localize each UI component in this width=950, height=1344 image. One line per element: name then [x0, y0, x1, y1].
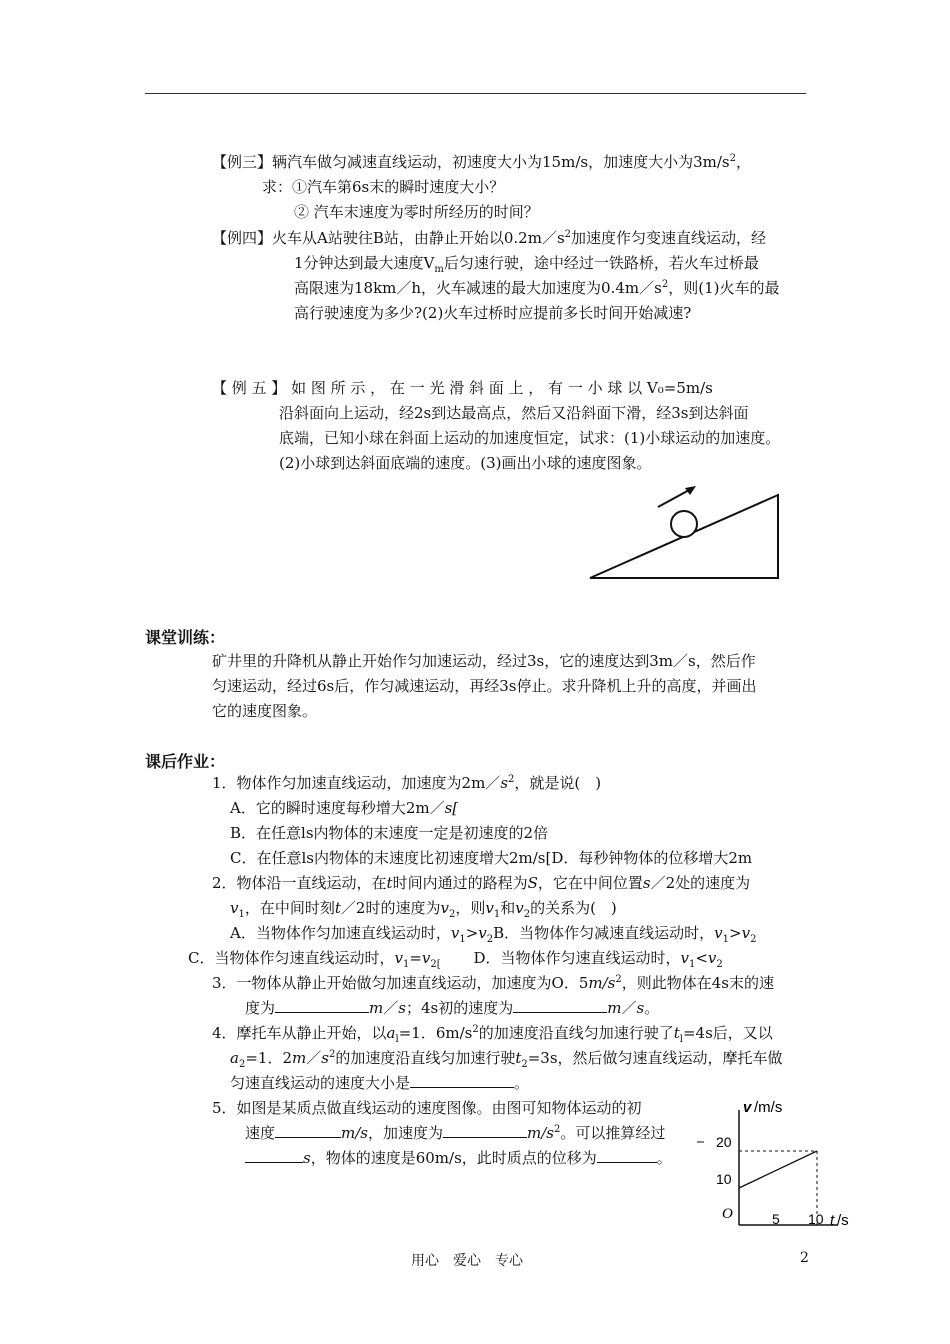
subscript: m [434, 264, 444, 275]
subscript: 2 [448, 909, 456, 920]
homework-q4-line-3 [230, 1073, 529, 1093]
subscript: 2 [750, 934, 757, 945]
homework-q2-line-1 [212, 873, 750, 893]
text-span: S [527, 874, 538, 892]
text-span: s [321, 1049, 329, 1067]
example-5-line-3: 底端，已知小球在斜面上运动的加速度恒定，试求：(1)小球运动的加速度。 [279, 429, 781, 447]
text-span: ，物体的速度是60m/s，此时质点的位移为 [310, 1149, 597, 1167]
text-span: 的加速度沿直线匀加速行驶了 [478, 1024, 674, 1042]
text-span: =1．2 [245, 1049, 292, 1067]
homework-q2-option-cd [188, 948, 723, 968]
subscript: 1 [402, 959, 410, 970]
subscript: 2 [523, 909, 531, 920]
example-3-line-1 [212, 152, 751, 172]
text-span: s [500, 774, 509, 792]
text-span: B．当物体作匀减速直线运动时， [493, 924, 715, 942]
velocity-arrow [658, 489, 691, 507]
example-3-question-1: 求：①汽车第6s末的瞬时速度大小？ [262, 178, 505, 196]
example-4-line-2 [294, 253, 759, 273]
superscript: 2 [472, 1024, 479, 1035]
homework-heading: 课后作业： [145, 752, 226, 771]
subscript: 2 [486, 934, 494, 945]
y-tick-label-20: 20 [716, 1134, 732, 1150]
text-span: s [636, 999, 645, 1017]
homework-q5-line-1: 5．如图是某质点做直线运动的速度图像。由图可知物体运动的初 [212, 1099, 642, 1117]
text-span: v [450, 924, 460, 942]
text-span: 和 [500, 899, 516, 917]
training-line-1: 矿井里的升降机从静止开始作匀加速运动，经过3s，它的速度达到3m／s，然后作 [212, 652, 756, 670]
example-3-question-2: ② 汽车末速度为零时所经历的时间？ [294, 203, 539, 221]
text-span: ／ [621, 999, 637, 1017]
text-span: v [478, 924, 487, 942]
text-span: ／ [383, 999, 399, 1017]
answer-blank[interactable] [597, 1148, 657, 1163]
y-axis-label-v: v [743, 1099, 752, 1116]
homework-q2-option-ab [230, 923, 756, 943]
text-span: > [729, 924, 742, 942]
text-span: 1．物体作匀加速直线运动，加速度为2m／ [212, 774, 501, 792]
homework-q4-line-1 [212, 1023, 773, 1043]
text-span: v [714, 924, 723, 942]
text-span: m/s [527, 1124, 554, 1142]
superscript: 2 [729, 153, 736, 164]
subscript: 2 [238, 1059, 246, 1070]
text-span: v [394, 949, 403, 967]
text-span: ，则(1)火车的最 [668, 279, 780, 297]
text-span: 。 [644, 999, 660, 1017]
text-span: 的加速度沿直线匀加速行驶 [335, 1049, 516, 1067]
text-span: m [369, 999, 384, 1017]
text-span: ；4s初的速度为 [405, 999, 514, 1017]
text-span: ，则此物体在4s末的速 [621, 974, 774, 992]
text-span: =3s，然后做匀速直线运动，摩托车做 [527, 1049, 783, 1067]
homework-q4-line-2 [230, 1048, 783, 1068]
superscript: 2 [328, 1049, 336, 1060]
text-span: t [386, 874, 393, 892]
subscript: l [395, 1034, 399, 1045]
text-span: 4．摩托车从静止开始，以 [212, 1024, 387, 1042]
text-span: =4s后，又以 [682, 1024, 773, 1042]
homework-q2-line-2 [230, 898, 617, 918]
example-4-line-1 [212, 228, 766, 248]
velocity-line [739, 1151, 817, 1188]
text-span: s [398, 999, 406, 1017]
training-line-2: 匀速运动，经过6s后，作匀减速运动，再经3s停止。求升降机上升的高度，并画出 [212, 677, 757, 695]
answer-blank[interactable] [513, 998, 607, 1013]
text-span: 3．一物体从静止开始做匀加速直线运动，加速度为O．5 [212, 974, 589, 992]
text-span: v [230, 899, 239, 917]
homework-q1-option-cd: C．在任意ls内物体的末速度比初速度增大2m/s[D．每秒钟物体的位移增大2m [230, 849, 753, 867]
text-span: ，它在中间位置 [537, 874, 643, 892]
footer-center: 用心 爱心 专心 [411, 1253, 523, 1269]
text-span: > [465, 924, 479, 942]
subscript: l [679, 1034, 683, 1045]
text-span: 。可以推算经过 [560, 1124, 666, 1142]
example-4-label: 【例四】 [212, 229, 273, 247]
text-span: 加速度作匀变速直线运动，经 [571, 229, 767, 247]
incline-diagram [585, 480, 785, 585]
text-span: ／2时的速度为 [340, 899, 441, 917]
text-span: 匀速直线运动的速度大小是 [230, 1074, 411, 1092]
text-span: ，就是说( ) [514, 774, 602, 792]
example-4-line-4: 高行驶速度为多少?(2)火车过桥时应提前多长时间开始减速? [294, 304, 692, 322]
text-span: 速度 [245, 1124, 276, 1142]
punctuation: ， [735, 153, 751, 171]
y-axis-label-unit: /m/s [754, 1099, 783, 1116]
x-axis-label-unit: /s [837, 1212, 849, 1229]
subscript: 1 [688, 959, 696, 970]
text-span: s [642, 874, 651, 892]
example-4-line-3 [294, 278, 779, 298]
text-span: ／ [306, 1049, 322, 1067]
ball [671, 511, 697, 537]
y-tick-label-10: 10 [716, 1171, 732, 1187]
subscript: 2 [521, 1059, 528, 1070]
text-span: 。 [656, 1149, 672, 1167]
text-span: C．当物体作匀速直线运动时， [188, 949, 395, 967]
example-3-label: 【例三】 [212, 153, 273, 171]
text-span: v [515, 899, 524, 917]
homework-q5-line-2 [245, 1123, 665, 1143]
subscript: 2[ [430, 959, 441, 970]
text-span: D．当物体作匀速直线运动时， [473, 949, 681, 967]
footer-page-number: 2 [800, 1250, 809, 1266]
superscript: 2 [508, 774, 515, 785]
superscript: 2 [661, 279, 669, 290]
homework-q5-line-3 [245, 1148, 672, 1168]
text-span: A．它的瞬时速度每秒增大2m／ [230, 799, 445, 817]
text-span: m/s [588, 974, 616, 992]
example-5-line-2: 沿斜面向上运动，经2s到达最高点，然后又沿斜面下滑，经3s到达斜面 [279, 404, 749, 422]
superscript: 2 [615, 974, 622, 985]
text-span: v [741, 924, 751, 942]
text-span: v [485, 899, 494, 917]
text-span: 后匀速行驶，途中经过一铁路桥，若火车过桥最 [443, 254, 759, 272]
subscript: 2 [716, 959, 723, 970]
text-span: t [334, 899, 341, 917]
example-5-line-1: 【 例 五 】 如 图 所 示 ， 在 一 光 滑 斜 面 上 ， 有 一 小 球 以 V₀=5m/s [212, 379, 713, 397]
text-span: s [303, 1149, 311, 1167]
text-span: v [440, 899, 449, 917]
velocity-time-graph [690, 1090, 860, 1235]
subscript: 1 [238, 909, 245, 920]
text-span: v [421, 949, 431, 967]
text-span: 时间内通过的路程为 [392, 874, 528, 892]
superscript: 2 [554, 1124, 561, 1135]
answer-blank[interactable] [443, 1123, 527, 1138]
example-5-line-4: (2)小球到达斜面底端的速度。(3)画出小球的速度图象。 [279, 454, 652, 472]
text-span: m/s [341, 1124, 368, 1142]
text-span: v [680, 949, 689, 967]
homework-q1-option-a [230, 798, 458, 818]
text-span: 火车从A站驶往B站，由静止开始以0.2m／s [272, 229, 565, 247]
text-span: t [515, 1049, 522, 1067]
text-span: = [409, 949, 422, 967]
example-3-text: 辆汽车做匀减速直线运动，初速度大小为15m/s，加速度大小为3m/s [272, 153, 730, 171]
text-span: 度为 [245, 999, 276, 1017]
subscript: 1 [722, 934, 730, 945]
text-span: 的关系为( ) [530, 899, 617, 917]
homework-q3-line-1 [212, 973, 774, 993]
text-span: ，则 [455, 899, 486, 917]
text-span: ／2处的速度为 [650, 874, 751, 892]
subscript: 1 [493, 909, 501, 920]
text-span: A．当物体作匀加速直线运动时， [230, 924, 451, 942]
text-span: m [291, 1049, 307, 1067]
text-span: s[ [444, 799, 459, 817]
training-line-3: 它的速度图象。 [212, 702, 318, 720]
homework-q1-option-b: B．在任意ls内物体的末速度一定是初速度的2倍 [230, 824, 549, 842]
text-span: < [695, 949, 708, 967]
training-heading: 课堂训练： [145, 628, 226, 647]
superscript: 2 [564, 229, 572, 240]
text-span: ，加速度为 [368, 1124, 444, 1142]
text-span: a [230, 1049, 239, 1067]
x-tick-label-10: 10 [808, 1211, 824, 1227]
answer-blank[interactable] [275, 998, 369, 1013]
text-span: 高限速为18km／h，火车减速的最大加速度为0.4m／s [294, 279, 662, 297]
text-span: 。 [514, 1074, 530, 1092]
text-span: v [707, 949, 717, 967]
answer-blank[interactable] [245, 1148, 303, 1163]
subscript: 1 [459, 934, 466, 945]
homework-q1-stem [212, 773, 601, 793]
text-span: t [673, 1024, 680, 1042]
text-span: =1．6m/s [398, 1024, 473, 1042]
answer-blank[interactable] [410, 1073, 514, 1088]
x-tick-label-5: 5 [772, 1211, 780, 1227]
text-span: 2．物体沿一直线运动，在 [212, 874, 387, 892]
homework-q3-line-2 [245, 998, 659, 1018]
x-axis-label-t: t [830, 1212, 835, 1229]
text-span: m [607, 999, 622, 1017]
text-span: a [386, 1024, 396, 1042]
answer-blank[interactable] [275, 1123, 341, 1138]
text-span: 1分钟达到最大速度V [294, 254, 435, 272]
text-span: ，在中间时刻 [244, 899, 335, 917]
origin-label: O [722, 1206, 733, 1222]
header-rule [145, 93, 806, 94]
